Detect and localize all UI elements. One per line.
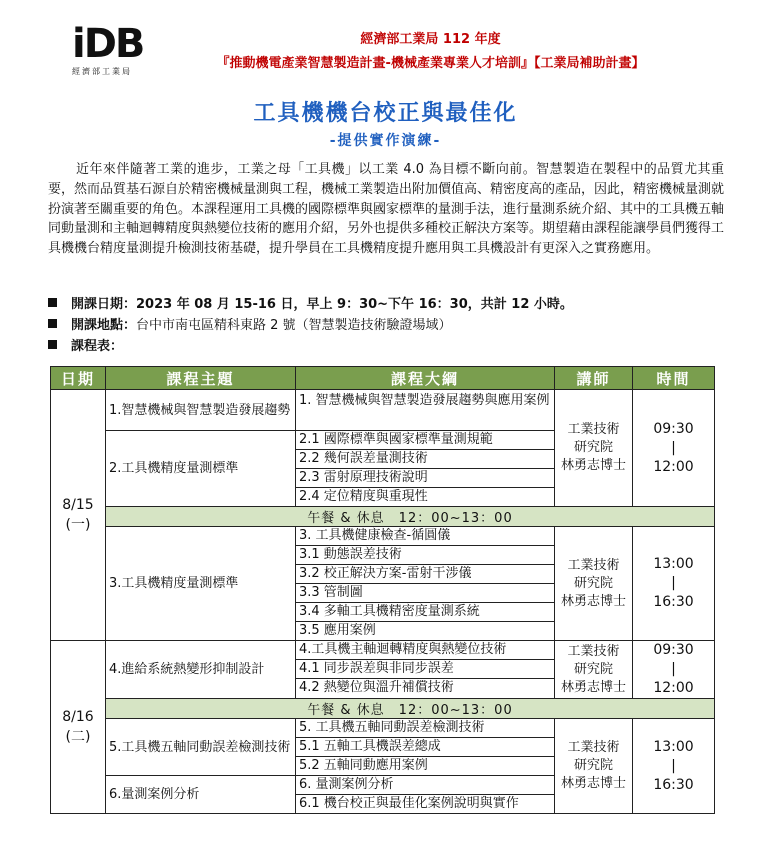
instructor-line: 研究院 xyxy=(573,440,613,455)
instructor-line: 工業技術 xyxy=(567,557,620,573)
instructor-name: 林勇志博士 xyxy=(560,593,626,609)
outline-item: 3.5 應用案例 xyxy=(299,623,376,638)
course-date-value: 2023 年 08 月 15-16 日，早上 9：30~下午 16：30，共計 12 小時。 xyxy=(136,297,573,312)
time-start: 13:00 xyxy=(653,556,694,572)
topic-cell: 4.進給系統熱變形抑制設計 xyxy=(106,641,296,699)
day1-weekday: (一) xyxy=(65,517,91,533)
outline-item: 2.4 定位精度與重現性 xyxy=(299,489,428,504)
instructor-cell xyxy=(555,390,633,507)
col-header-outline: 課程大綱 xyxy=(296,367,555,390)
outline-item: 3.1 動態誤差技術 xyxy=(296,546,554,565)
day2-date-cell xyxy=(51,641,106,814)
time-end: 12:00 xyxy=(653,458,694,475)
outline-cell xyxy=(296,527,555,641)
course-place-label: 開課地點： xyxy=(71,318,137,333)
outline-item: 4.工具機主軸迴轉精度與熱變位技術 xyxy=(296,641,554,660)
col-header-time: 時間 xyxy=(633,367,715,390)
time-end: 16:30 xyxy=(653,776,694,793)
square-bullet-icon xyxy=(48,340,57,349)
day1-date-cell xyxy=(51,390,106,641)
logo-subtitle: 經濟部工業局 xyxy=(72,67,132,76)
outline-item: 2.2 幾何誤差量測技術 xyxy=(296,450,554,469)
outline-item: 2.3 雷射原理技術說明 xyxy=(296,469,554,488)
topic-cell: 3.工具機精度量測標準 xyxy=(106,527,296,641)
outline-cell xyxy=(296,719,555,776)
table-row xyxy=(51,390,715,431)
schedule-table xyxy=(50,366,715,814)
time-cell xyxy=(633,641,715,699)
outline-item: 1. 智慧機械與智慧製造發展趨勢與應用案例 xyxy=(299,393,550,408)
time-cell xyxy=(633,390,715,507)
outline-item: 4.1 同步誤差與非同步誤差 xyxy=(296,660,554,679)
col-header-instructor: 講師 xyxy=(555,367,633,390)
outline-item: 5. 工具機五軸同動誤差檢測技術 xyxy=(296,719,554,738)
day1-date: 8/15 xyxy=(62,497,94,513)
time-start: 09:30 xyxy=(653,420,694,437)
lunch-row xyxy=(51,699,715,719)
course-info xyxy=(48,294,728,357)
topic-cell: 2.工具機精度量測標準 xyxy=(106,431,296,507)
topic-cell: 1.智慧機械與智慧製造發展趨勢 xyxy=(106,390,296,431)
course-subtitle: -提供實作演練- xyxy=(329,133,442,149)
square-bullet-icon xyxy=(48,319,57,328)
col-header-topic: 課程主題 xyxy=(106,367,296,390)
outline-cell xyxy=(296,641,555,699)
instructor-line: 研究院 xyxy=(573,575,613,591)
outline-item: 2.1 國際標準與國家標準量測規範 xyxy=(296,431,554,450)
instructor-line: 工業技術 xyxy=(567,643,620,659)
course-schedule-label: 課程表： xyxy=(71,339,124,354)
topic-cell: 5.工具機五軸同動誤差檢測技術 xyxy=(106,719,296,776)
instructor-line: 工業技術 xyxy=(567,422,620,437)
day2-weekday: (二) xyxy=(65,729,91,745)
instructor-line: 研究院 xyxy=(573,758,613,773)
outline-cell xyxy=(296,390,555,431)
course-date xyxy=(48,294,728,315)
outline-item: 3.2 校正解決方案-雷射干涉儀 xyxy=(296,565,554,584)
instructor-cell xyxy=(555,641,633,699)
time-end: 16:30 xyxy=(653,594,694,610)
topic-cell: 6.量測案例分析 xyxy=(106,776,296,814)
table-row xyxy=(51,527,715,641)
time-cell xyxy=(633,527,715,641)
header-line-2: 『推動機電產業智慧製造計畫-機械產業專業人才培訓』【工業局補助計畫】 xyxy=(216,56,645,71)
course-title: 工具機機台校正與最佳化 xyxy=(253,101,518,126)
outline-item: 3.4 多軸工具機精密度量測系統 xyxy=(296,603,554,622)
time-separator: | xyxy=(671,575,676,591)
time-separator: | xyxy=(671,757,676,774)
table-row xyxy=(51,641,715,699)
time-separator: | xyxy=(671,661,676,677)
outline-item: 5.2 五軸同動應用案例 xyxy=(299,758,428,773)
time-cell xyxy=(633,719,715,814)
time-separator: | xyxy=(671,439,676,456)
instructor-line: 工業技術 xyxy=(567,740,620,755)
instructor-name: 林勇志博士 xyxy=(560,458,626,473)
instructor-line: 研究院 xyxy=(573,661,613,677)
lunch-break: 午餐 & 休息 12：00~13：00 xyxy=(106,699,715,719)
square-bullet-icon xyxy=(48,298,57,307)
instructor-cell xyxy=(555,527,633,641)
course-date-label: 開課日期： xyxy=(71,297,137,312)
day2-date: 8/16 xyxy=(62,709,94,725)
outline-item: 3.3 管制圖 xyxy=(296,584,554,603)
header-line-1: 經濟部工業局 112 年度 xyxy=(360,32,501,47)
time-end: 12:00 xyxy=(653,680,694,696)
table-row xyxy=(51,719,715,776)
table-header-row xyxy=(51,367,715,390)
col-header-date: 日期 xyxy=(51,367,106,390)
instructor-cell xyxy=(555,719,633,814)
logo-mark: iDB xyxy=(72,21,144,67)
outline-cell xyxy=(296,431,555,507)
course-place-value: 台中市南屯區精科東路 2 號（智慧製造技術驗證場域） xyxy=(136,318,452,333)
time-start: 13:00 xyxy=(653,738,694,755)
outline-cell xyxy=(296,776,555,814)
outline-item: 6.1 機台校正與最佳化案例說明與實作 xyxy=(299,796,519,811)
course-place xyxy=(48,315,728,336)
outline-item: 5.1 五軸工具機誤差總成 xyxy=(296,738,554,757)
outline-item: 6. 量測案例分析 xyxy=(296,776,554,795)
intro-paragraph: 近年來伴隨著工業的進步，工業之母「工具機」以工業 4.0 為目標不斷向前。智慧製造在製程中的品質尤其重要，然而品質基石源自於精密機械量測與工程，機械工業製造出附加價值高、精密度高的產品，因此，精密機械量測就扮演著至關重要的角色。本課程運用工具機的國際標準與國家標準的量測手法，進行量測系統介紹、其中的工具機五軸同動量測和主軸迴轉精度與熱變位技術的應用介紹，另外也提供多種校正解決方案等。期望藉由課程能讓學員們獲得工具機機台精度量測提升檢測技術基礎，提升學員在工具機精度提升應用與工具機設計有更深入之實務應用。 xyxy=(48,162,725,257)
lunch-break: 午餐 & 休息 12：00~13：00 xyxy=(106,507,715,527)
instructor-name: 林勇志博士 xyxy=(560,679,626,695)
outline-item: 3. 工具機健康檢查-循圓儀 xyxy=(296,527,554,546)
lunch-row xyxy=(51,507,715,527)
time-start: 09:30 xyxy=(653,642,694,658)
course-schedule xyxy=(48,336,728,357)
outline-item: 4.2 熱變位與溫升補償技術 xyxy=(299,680,454,695)
instructor-name: 林勇志博士 xyxy=(560,776,626,791)
